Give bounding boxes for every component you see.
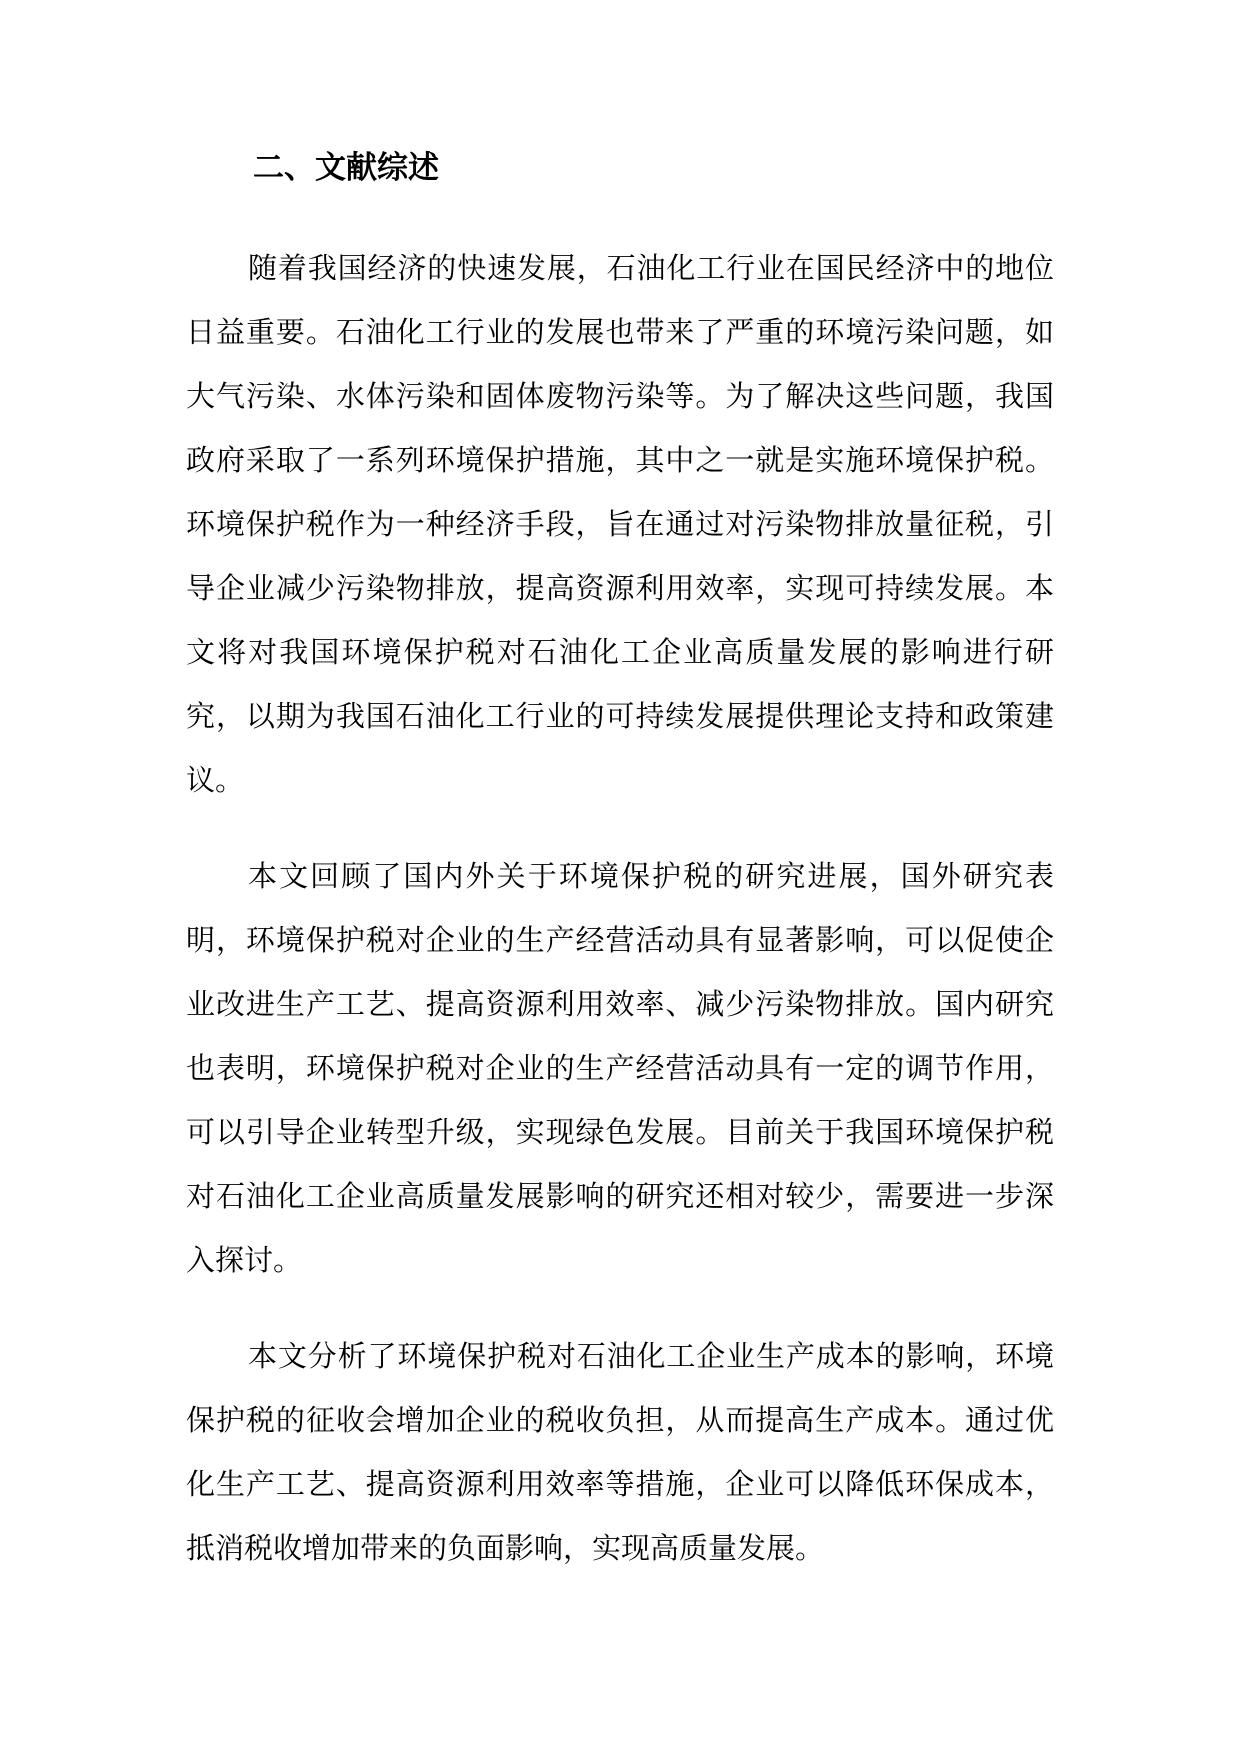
paragraph-1: 随着我国经济的快速发展，石油化工行业在国民经济中的地位日益重要。石油化工行业的发展也带来了严重的环境污染问题，如大气污染、水体污染和固体废物污染等。为了解决这些问题，我国政府采取了一系列环境保护措施，其中之一就是实施环境保护税。环境保护税作为一种经济手段，旨在通过对污染物排放量征税，引导企业减少污染物排放，提高资源利用效率，实现可持续发展。本文将对我国环境保护税对石油化工企业高质量发展的影响进行研究，以期为我国石油化工行业的可持续发展提供理论支持和政策建议。	[186, 251, 1054, 797]
paragraph-3: 本文分析了环境保护税对石油化工企业生产成本的影响，环境保护税的征收会增加企业的税收负担，从而提高生产成本。通过优化生产工艺、提高资源利用效率等措施，企业可以降低环保成本，抵消税收增加带来的负面影响，实现高质量发展。	[186, 1339, 1054, 1565]
section-heading: 二、文献综述	[253, 150, 439, 186]
paragraph-2: 本文回顾了国内外关于环境保护税的研究进展，国外研究表明，环境保护税对企业的生产经营活动具有显著影响，可以促使企业改进生产工艺、提高资源利用效率、减少污染物排放。国内研究也表明，环境保护税对企业的生产经营活动具有一定的调节作用，可以引导企业转型升级，实现绿色发展。目前关于我国环境保护税对石油化工企业高质量发展影响的研究还相对较少，需要进一步深入探讨。	[186, 859, 1054, 1277]
section-body	[186, 236, 1054, 1580]
